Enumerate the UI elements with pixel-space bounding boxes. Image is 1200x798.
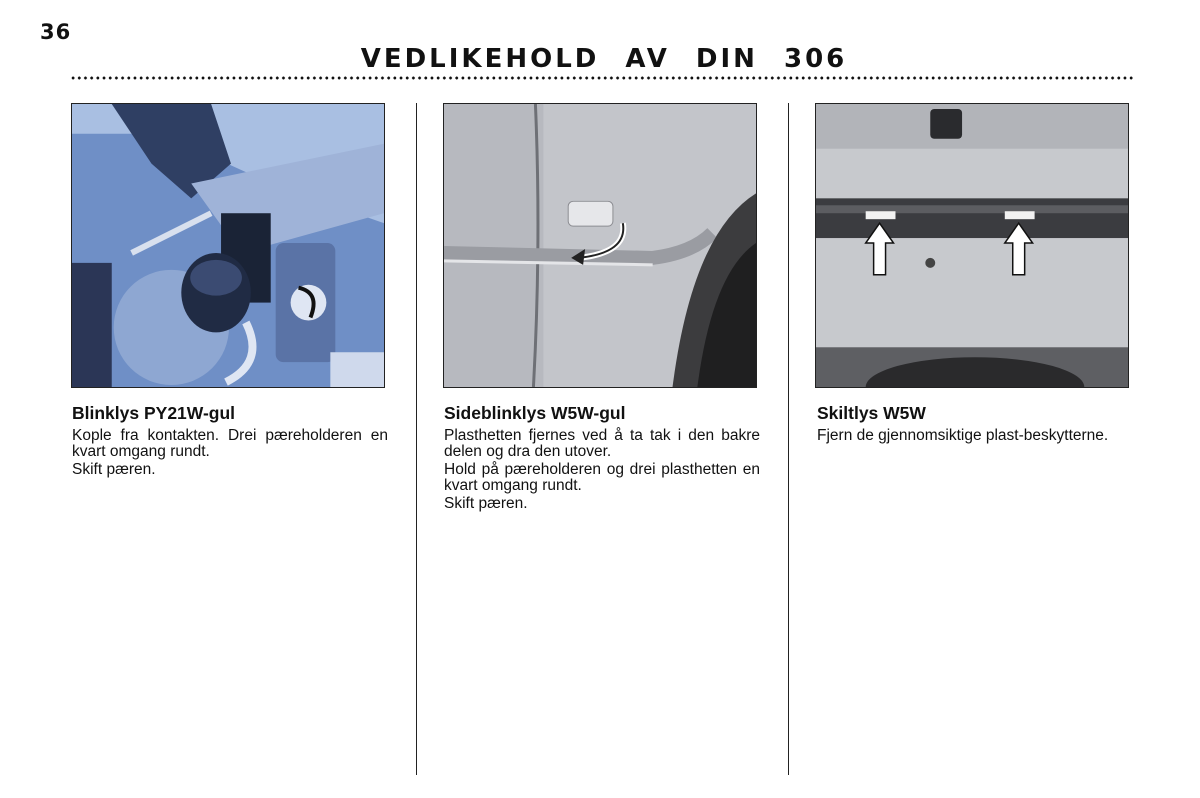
column-turn-signal: [72, 403, 388, 480]
paragraph: Plasthetten fjernes ved å ta tak i den bakre delen og dra den utover.: [444, 427, 760, 460]
photo-turn-signal-bulb: [71, 103, 385, 388]
paragraph: Kople fra kontakten. Drei pæreholderen en kvart omgang rundt.: [72, 427, 388, 460]
section-heading: Blinklys PY21W-gul: [72, 403, 236, 423]
paragraph: Hold på pæreholderen og drei plasthetten en kvart omgang rundt.: [444, 461, 760, 494]
column-plate-lights: [817, 403, 1133, 446]
column-side-repeater: [444, 403, 760, 514]
column-divider: [788, 103, 789, 775]
photo-plate-lights: [815, 103, 1129, 388]
section-heading: Sideblinklys W5W-gul: [444, 403, 626, 423]
column-divider: [416, 103, 417, 775]
photo-side-repeater: [443, 103, 757, 388]
dotted-rule: [70, 75, 1135, 81]
page-number: 36: [40, 20, 72, 44]
paragraph: Skift pæren.: [72, 461, 156, 478]
paragraph: Fjern de gjennomsiktige plast-beskytterne.: [817, 427, 1109, 444]
section-heading: Skiltlys W5W: [817, 403, 926, 423]
paragraph: Skift pæren.: [444, 495, 528, 512]
page-title: VEDLIKEHOLD AV DIN 306: [360, 44, 848, 74]
